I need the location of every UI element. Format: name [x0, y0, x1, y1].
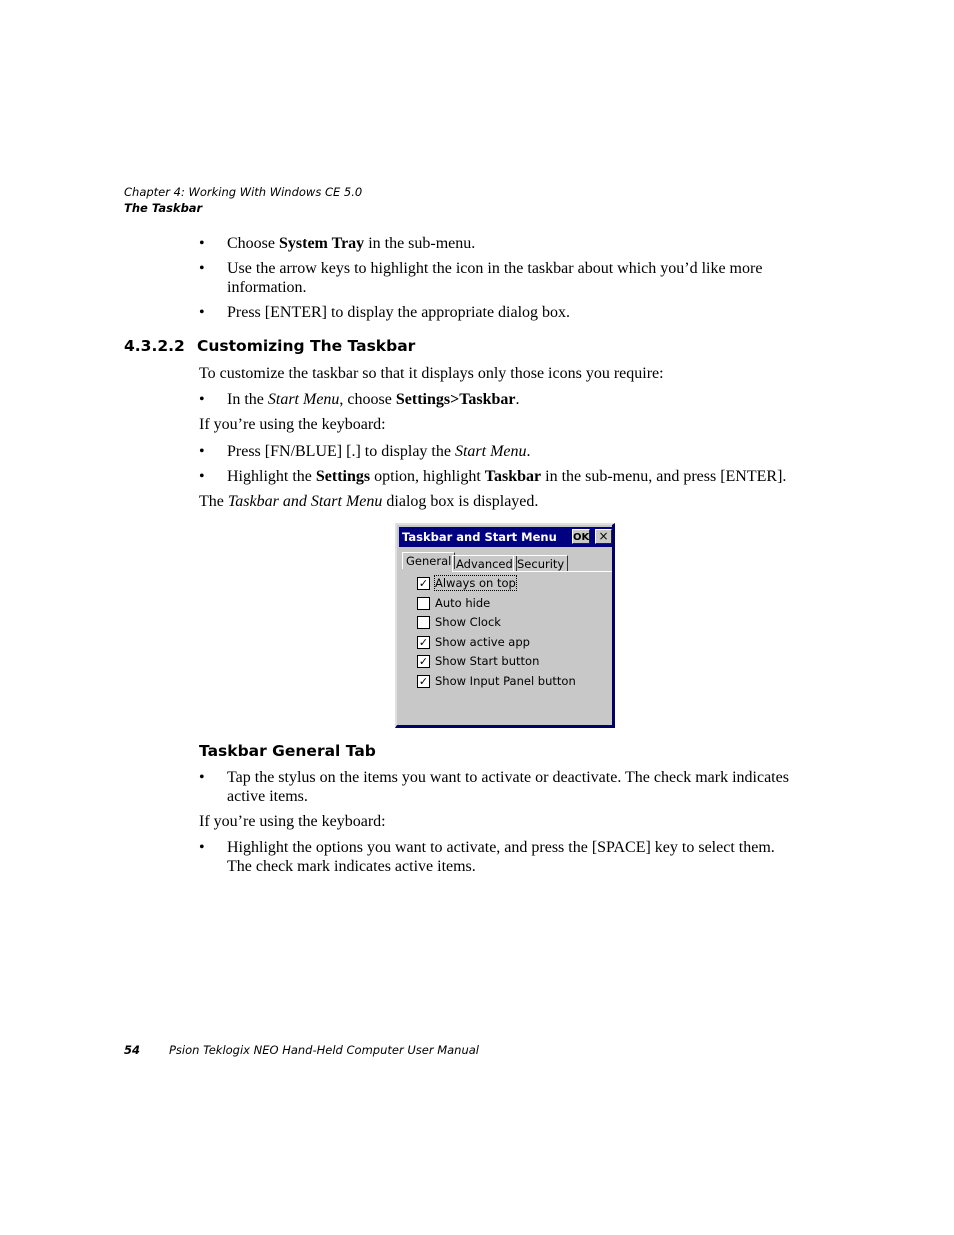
bullet-arrow-keys-line1: Use the arrow keys to highlight the icon in the taskbar about which you’d like more	[227, 260, 763, 277]
chapter-header: Chapter 4: Working With Windows CE 5.0	[124, 185, 363, 199]
section-header: The Taskbar	[124, 201, 203, 215]
footer-title: Psion Teklogix NEO Hand-Held Computer User Manual	[169, 1043, 479, 1057]
figure-caption: Taskbar General Tab	[199, 742, 376, 760]
bullet-highlight-settings: Highlight the Settings option, highlight Taskbar in the sub-menu, and press [ENTER].	[227, 468, 787, 485]
tab-general[interactable]: General	[402, 552, 455, 569]
close-icon[interactable]: ×	[595, 529, 612, 544]
bullet-marker: •	[199, 443, 205, 460]
tab-security[interactable]: Security	[513, 555, 568, 572]
checkbox-icon[interactable]	[417, 616, 430, 629]
bullet-arrow-keys-line2: information.	[227, 279, 307, 296]
dialog-title: Taskbar and Start Menu	[402, 530, 557, 544]
section-title: Customizing The Taskbar	[197, 337, 416, 355]
bullet-marker: •	[199, 235, 205, 252]
checkbox-icon[interactable]: ✓	[418, 675, 429, 688]
checkbox-icon[interactable]: ✓	[418, 655, 429, 668]
bullet-marker: •	[199, 304, 205, 321]
bullet-marker: •	[199, 391, 205, 408]
option-label: Always on top	[435, 576, 516, 590]
bullet-marker: •	[199, 839, 205, 856]
ok-button[interactable]: OK	[572, 529, 590, 544]
bullet-system-tray: Choose System Tray in the sub-menu.	[227, 235, 476, 252]
option-label: Auto hide	[435, 596, 491, 610]
dialog-title-bar	[399, 527, 612, 547]
option-label: Show active app	[435, 635, 530, 649]
option-label: Show Clock	[435, 615, 501, 629]
bullet-marker: •	[199, 769, 205, 786]
bullet-highlight-options-line2: The check mark indicates active items.	[227, 858, 476, 875]
tab-divider	[452, 571, 612, 572]
bullet-tap-stylus-line1: Tap the stylus on the items you want to activate or deactivate. The check mark indicates	[227, 769, 789, 786]
dialog-displayed-note: The Taskbar and Start Menu dialog box is displayed.	[199, 493, 539, 510]
section-intro: To customize the taskbar so that it displays only those icons you require:	[199, 365, 664, 382]
bullet-marker: •	[199, 260, 205, 277]
bullet-tap-stylus-line2: active items.	[227, 788, 308, 805]
option-label: Show Start button	[435, 654, 540, 668]
option-label: Show Input Panel button	[435, 674, 576, 688]
keyboard-note: If you’re using the keyboard:	[199, 416, 386, 433]
bullet-start-menu: In the Start Menu, choose Settings>Taskbar.	[227, 391, 520, 408]
page-number: 54	[124, 1043, 141, 1057]
checkbox-icon[interactable]	[417, 597, 430, 610]
bullet-marker: •	[199, 468, 205, 485]
bullet-highlight-options-line1: Highlight the options you want to activate, and press the [SPACE] key to select them.	[227, 839, 775, 856]
checkbox-icon[interactable]: ✓	[418, 636, 429, 649]
keyboard-note-2: If you’re using the keyboard:	[199, 813, 386, 830]
tab-advanced[interactable]: Advanced	[452, 555, 517, 572]
taskbar-dialog	[395, 523, 615, 728]
bullet-fn-blue: Press [FN/BLUE] [.] to display the Start Menu.	[227, 443, 531, 460]
checkbox-icon[interactable]: ✓	[418, 577, 429, 590]
section-number: 4.3.2.2	[124, 337, 185, 355]
bullet-press-enter: Press [ENTER] to display the appropriate dialog box.	[227, 304, 571, 321]
